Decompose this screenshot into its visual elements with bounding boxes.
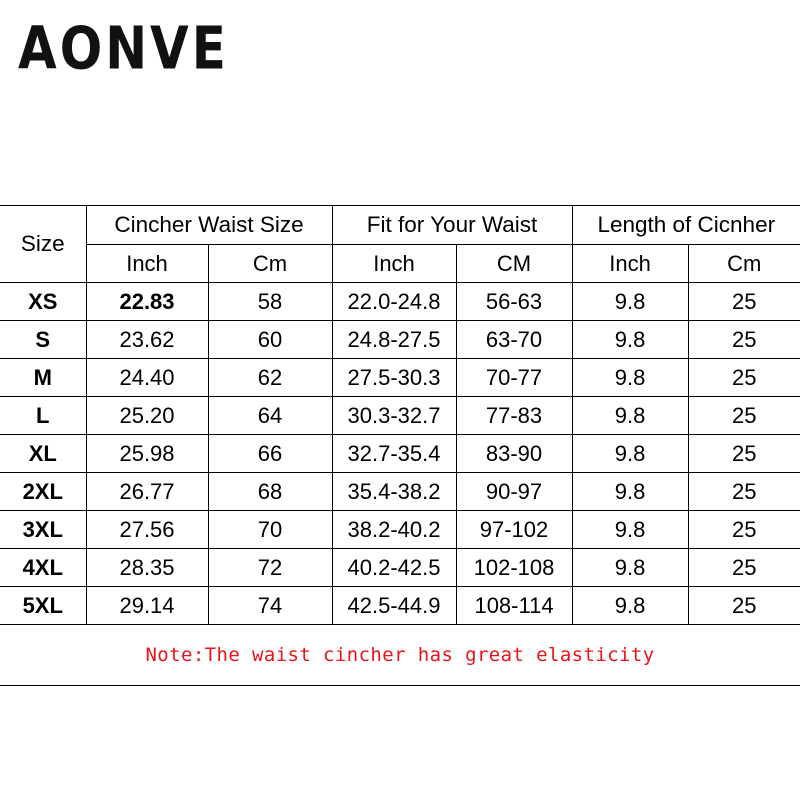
table-cell: 58 [208,283,332,321]
table-cell: 60 [208,321,332,359]
table-cell: 30.3-32.7 [332,397,456,435]
table-cell: 25 [688,321,800,359]
table-cell: 56-63 [456,283,572,321]
table-cell: 32.7-35.4 [332,435,456,473]
table-cell: 25.98 [86,435,208,473]
unit-header: Inch [332,245,456,283]
table-cell: 25 [688,283,800,321]
table-cell: 25 [688,549,800,587]
table-cell: 9.8 [572,283,688,321]
table-cell: 90-97 [456,473,572,511]
table-cell: 25 [688,587,800,625]
table-cell: 40.2-42.5 [332,549,456,587]
table-cell: 9.8 [572,511,688,549]
table-cell: 25 [688,473,800,511]
table-cell: 72 [208,549,332,587]
size-column-header: Size [0,206,86,283]
table-cell: 9.8 [572,473,688,511]
note-row [0,625,800,686]
table-cell: 77-83 [456,397,572,435]
size-label-cell: 4XL [0,549,86,587]
table-cell: 64 [208,397,332,435]
table-cell: 9.8 [572,397,688,435]
brand-logo-text: AONVE [18,14,229,83]
table-row [0,359,800,397]
table-cell: 9.8 [572,587,688,625]
table-cell: 9.8 [572,435,688,473]
size-label-cell: L [0,397,86,435]
table-row [0,473,800,511]
table-cell: 62 [208,359,332,397]
unit-header: CM [456,245,572,283]
table-cell: 97-102 [456,511,572,549]
table-cell: 102-108 [456,549,572,587]
size-chart-table [0,205,800,686]
table-cell: 29.14 [86,587,208,625]
table-cell: 63-70 [456,321,572,359]
elasticity-note: Note:The waist cincher has great elasticity [0,625,800,686]
table-row [0,549,800,587]
table-cell: 27.5-30.3 [332,359,456,397]
table-row [0,435,800,473]
table-cell: 25.20 [86,397,208,435]
unit-header: Inch [86,245,208,283]
table-cell: 27.56 [86,511,208,549]
table-cell: 25 [688,359,800,397]
table-cell: 22.83 [86,283,208,321]
table-cell: 108-114 [456,587,572,625]
table-cell: 24.40 [86,359,208,397]
size-label-cell: S [0,321,86,359]
table-cell: 28.35 [86,549,208,587]
table-cell: 70 [208,511,332,549]
table-cell: 22.0-24.8 [332,283,456,321]
table-cell: 25 [688,511,800,549]
size-label-cell: 3XL [0,511,86,549]
group-header-cincher-waist-size: Cincher Waist Size [86,206,332,245]
group-header-row [0,206,800,245]
unit-header: Cm [208,245,332,283]
table-cell: 9.8 [572,359,688,397]
group-header-length-of-cincher: Length of Cicnher [572,206,800,245]
size-label-cell: M [0,359,86,397]
table-cell: 74 [208,587,332,625]
table-cell: 9.8 [572,321,688,359]
table-cell: 42.5-44.9 [332,587,456,625]
table-row [0,587,800,625]
table-cell: 70-77 [456,359,572,397]
table-row [0,321,800,359]
unit-header: Inch [572,245,688,283]
size-label-cell: XS [0,283,86,321]
table-cell: 23.62 [86,321,208,359]
table-row [0,397,800,435]
table-row [0,283,800,321]
table-cell: 9.8 [572,549,688,587]
table-row [0,511,800,549]
size-label-cell: 2XL [0,473,86,511]
table-cell: 24.8-27.5 [332,321,456,359]
table-cell: 26.77 [86,473,208,511]
table-cell: 66 [208,435,332,473]
table-cell: 25 [688,435,800,473]
group-header-fit-for-your-waist: Fit for Your Waist [332,206,572,245]
size-label-cell: XL [0,435,86,473]
table-cell: 35.4-38.2 [332,473,456,511]
table-cell: 25 [688,397,800,435]
table-cell: 68 [208,473,332,511]
size-rows [0,283,800,686]
unit-header: Cm [688,245,800,283]
table-cell: 83-90 [456,435,572,473]
table-cell: 38.2-40.2 [332,511,456,549]
unit-header-row [0,245,800,283]
size-label-cell: 5XL [0,587,86,625]
